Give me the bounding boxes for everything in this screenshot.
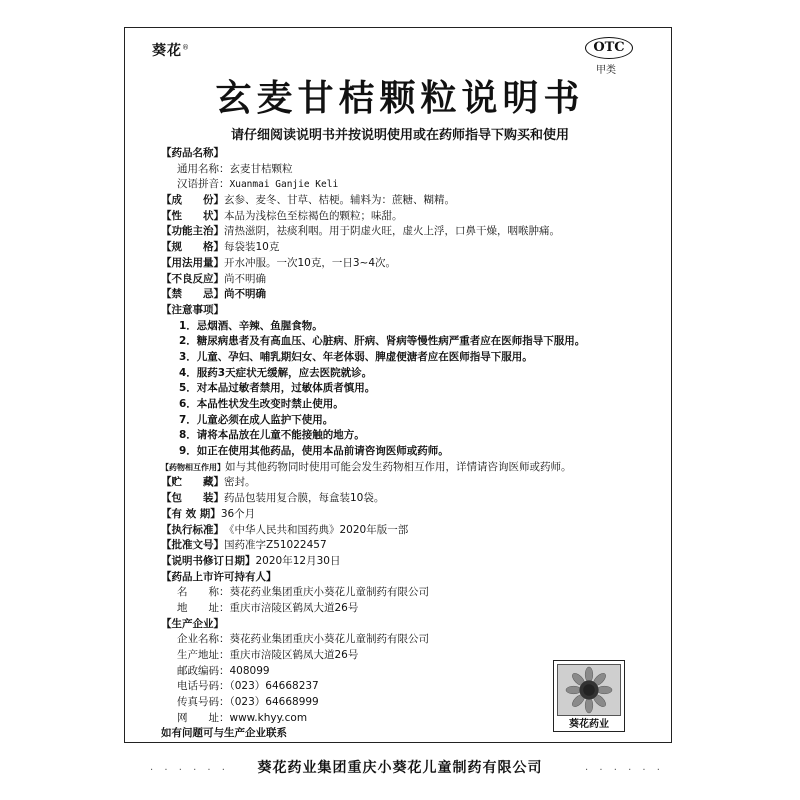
note-item: 5．对本品过敏者禁用，过敏体质者慎用。 — [179, 382, 376, 395]
spec-row: 【规 格】每袋装10克 — [161, 241, 280, 254]
document-title: 玄麦甘桔颗粒说明书 — [215, 78, 585, 119]
indications-row: 【功能主治】清热滋阴，祛痰利咽。用于阴虚火旺，虚火上浮，口鼻干燥，咽喉肿痛。 — [161, 225, 560, 238]
note-item: 8．请将本品放在儿童不能接触的地方。 — [179, 429, 365, 442]
pinyin-row: 汉语拼音：Xuanmai Ganjie Keli — [177, 178, 339, 191]
drug-name-heading: 【药品名称】 — [161, 147, 224, 159]
leaflet-body — [161, 146, 661, 742]
note-item: 2．糖尿病患者及有高血压、心脏病、肝病、肾病等慢性病严重者应在医师指导下服用。 — [179, 335, 586, 348]
interaction-row: 【药物相互作用】如与其他药物同时使用可能会发生药物相互作用，详情请咨询医师或药师。 — [161, 460, 572, 473]
adverse-row: 【不良反应】尚不明确 — [161, 272, 266, 285]
storage-row: 【贮 藏】密封。 — [161, 476, 256, 489]
otc-class-label: 甲类 — [596, 65, 616, 76]
generic-name-row: 通用名称：玄麦甘桔颗粒 — [177, 162, 293, 175]
company-name-row: 企业名称：葵花药业集团重庆小葵花儿童制药有限公司 — [177, 633, 429, 646]
footer-dots-right: · · · · · · — [585, 765, 664, 776]
note-item: 4．服药3天症状无缓解，应去医院就诊。 — [179, 366, 373, 379]
holder-name-row: 名 称：葵花药业集团重庆小葵花儿童制药有限公司 — [177, 586, 429, 599]
revision-row: 【说明书修订日期】2020年12月30日 — [161, 554, 341, 567]
note-item: 9．如正在使用其他药品，使用本品前请咨询医师或药师。 — [179, 445, 449, 458]
otc-badge: OTC — [585, 37, 633, 59]
company-address-row: 生产地址：重庆市涪陵区鹤凤大道26号 — [177, 649, 359, 661]
holder-heading: 【药品上市许可持有人】 — [161, 570, 277, 583]
phone-row: 电话号码：（023）64668237 — [177, 680, 319, 693]
package-row: 【包 装】药品包装用复合膜，每盒装10袋。 — [161, 492, 385, 505]
sunflower-icon — [557, 664, 621, 716]
validity-row: 【有 效 期】36个月 — [161, 507, 256, 520]
brand-logo-text: 葵花® — [152, 43, 190, 59]
footer-company: 葵花药业集团重庆小葵花儿童制药有限公司 — [257, 760, 543, 776]
dosage-row: 【用法用量】开水冲服。一次10克，一日3~4次。 — [161, 256, 397, 269]
logo-caption: 葵花药业 — [569, 719, 609, 730]
website-row: 网 址：www.khyy.com — [177, 711, 308, 724]
note-item: 6．本品性状发生改变时禁止使用。 — [179, 398, 344, 410]
footer-dots-left: · · · · · · — [150, 765, 229, 776]
note-item: 1．忌烟酒、辛辣、鱼腥食物。 — [179, 319, 323, 332]
document-subtitle: 请仔细阅读说明书并按说明使用或在药师指导下购买和使用 — [230, 128, 569, 143]
standard-row: 【执行标准】《中华人民共和国药典》2020年版一部 — [161, 523, 409, 536]
company-logo — [553, 660, 625, 732]
contraindications-row: 【禁 忌】尚不明确 — [161, 288, 266, 301]
contact-row: 如有问题可与生产企业联系 — [161, 727, 287, 740]
note-item: 7．儿童必须在成人监护下使用。 — [179, 413, 334, 426]
postal-row: 邮政编码：408099 — [177, 664, 270, 677]
approval-row: 【批准文号】国药准字Z51022457 — [161, 539, 327, 552]
ingredients-row: 【成 份】玄参、麦冬、甘草、桔梗。辅料为：蔗糖、糊精。 — [161, 194, 455, 207]
holder-address-row: 地 址：重庆市涪陵区鹤凤大道26号 — [177, 601, 359, 614]
fax-row: 传真号码：（023）64668999 — [177, 696, 319, 709]
manufacturer-heading: 【生产企业】 — [161, 617, 224, 630]
properties-row: 【性 状】本品为浅棕色至棕褐色的颗粒；味甜。 — [161, 209, 403, 222]
note-item: 3．儿童、孕妇、哺乳期妇女、年老体弱、脾虚便溏者应在医师指导下服用。 — [179, 350, 533, 363]
notes-heading: 【注意事项】 — [161, 303, 224, 316]
